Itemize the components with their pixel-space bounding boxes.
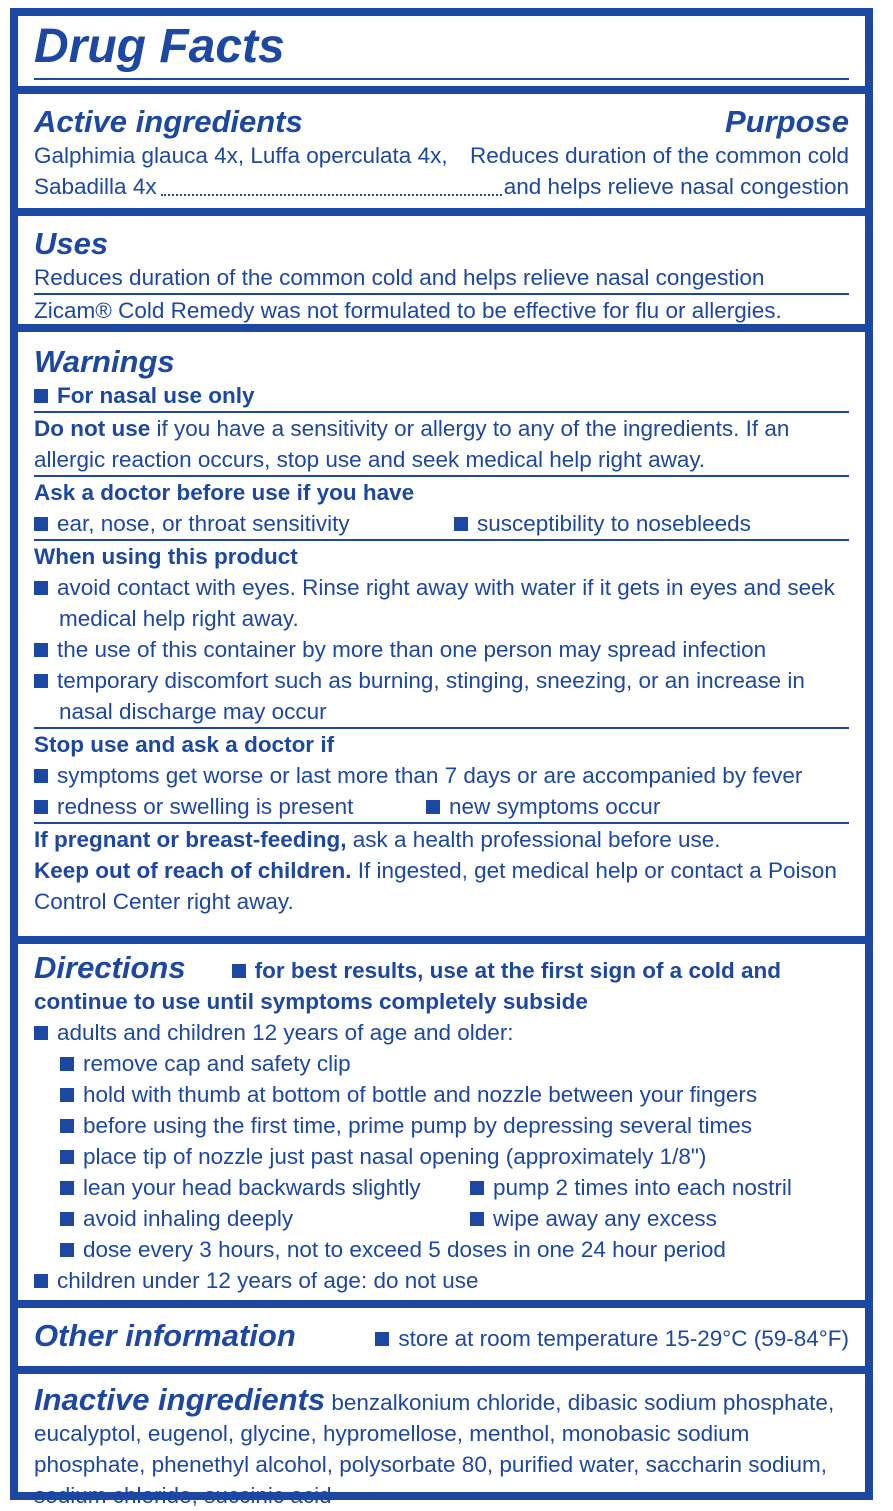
warnings-section bbox=[18, 332, 865, 944]
directions-children: children under 12 years of age: do not use bbox=[34, 1265, 849, 1296]
bullet-square-icon bbox=[34, 517, 48, 531]
purpose-heading: Purpose bbox=[724, 104, 849, 139]
leader-dots bbox=[161, 194, 502, 196]
drug-facts-title: Drug Facts bbox=[34, 20, 285, 73]
uses-line-2: Zicam® Cold Remedy was not formulated to be effective for flu or allergies. bbox=[34, 298, 782, 323]
keep-out-paragraph: Keep out of reach of children. If ingested, get medical help or contact a Poison Control Center right away. bbox=[34, 858, 837, 914]
purpose-line-2: and helps relieve nasal congestion bbox=[503, 174, 849, 199]
bullet-square-icon bbox=[454, 517, 468, 531]
directions-adults: adults and children 12 years of age and older: bbox=[34, 1017, 849, 1048]
ask-doctor-items bbox=[34, 508, 849, 539]
uses-line-1: Reduces duration of the common cold and helps relieve nasal congestion bbox=[34, 265, 765, 290]
stop-item-2: redness or swelling is present bbox=[34, 791, 426, 822]
direction-step-6-row bbox=[34, 1203, 849, 1234]
title-section bbox=[18, 16, 865, 94]
inactive-ingredients-paragraph bbox=[34, 1374, 849, 1511]
ask-item-2: susceptibility to nosebleeds bbox=[454, 508, 751, 539]
bullet-square-icon bbox=[375, 1332, 389, 1346]
bullet-square-icon bbox=[60, 1088, 74, 1102]
title-rule bbox=[34, 78, 849, 80]
when-item-3: temporary discomfort such as burning, stinging, sneezing, or an increase in nasal discharge may occur bbox=[34, 665, 849, 727]
stop-item-3: new symptoms occur bbox=[426, 791, 660, 822]
bullet-square-icon bbox=[34, 1026, 48, 1040]
bullet-square-icon bbox=[34, 800, 48, 814]
direction-step-4: place tip of nozzle just past nasal opening (approximately 1/8") bbox=[34, 1141, 849, 1172]
bullet-square-icon bbox=[60, 1119, 74, 1133]
inactive-ingredients-heading: Inactive ingredients bbox=[34, 1382, 326, 1417]
stop-item-1: symptoms get worse or last more than 7 days or are accompanied by fever bbox=[34, 760, 849, 791]
direction-step-6a: avoid inhaling deeply bbox=[60, 1203, 470, 1234]
inactive-ingredients-section bbox=[18, 1374, 865, 1511]
bullet-square-icon bbox=[34, 674, 48, 688]
direction-step-5a: lean your head backwards slightly bbox=[60, 1172, 470, 1203]
when-item-1: avoid contact with eyes. Rinse right away with water if it gets in eyes and seek medical help right away. bbox=[34, 572, 849, 634]
active-ingredients-heading: Active ingredients bbox=[34, 104, 303, 139]
stop-use-heading: Stop use and ask a doctor if bbox=[34, 732, 335, 757]
other-information-section bbox=[18, 1308, 865, 1374]
when-using-heading: When using this product bbox=[34, 544, 298, 569]
direction-step-7: dose every 3 hours, not to exceed 5 doses in one 24 hour period bbox=[34, 1234, 849, 1265]
direction-step-6b: wipe away any excess bbox=[470, 1203, 717, 1234]
do-not-use-paragraph: Do not use if you have a sensitivity or allergy to any of the ingredients. If an allergic reaction occurs, stop use and seek medical help right away. bbox=[34, 416, 790, 472]
bullet-square-icon bbox=[34, 643, 48, 657]
ask-item-1: ear, nose, or throat sensitivity bbox=[34, 508, 454, 539]
other-information-text: store at room temperature 15-29°C (59-84°F) bbox=[375, 1323, 849, 1354]
direction-step-3: before using the first time, prime pump by depressing several times bbox=[34, 1110, 849, 1141]
bullet-square-icon bbox=[60, 1212, 74, 1226]
bullet-square-icon bbox=[34, 389, 48, 403]
direction-step-5b: pump 2 times into each nostril bbox=[470, 1172, 792, 1203]
ask-doctor-heading: Ask a doctor before use if you have bbox=[34, 480, 415, 505]
when-item-2: the use of this container by more than one person may spread infection bbox=[34, 634, 849, 665]
bullet-square-icon bbox=[60, 1181, 74, 1195]
other-information-heading: Other information bbox=[34, 1318, 296, 1353]
pregnant-paragraph: If pregnant or breast-feeding, ask a health professional before use. bbox=[34, 827, 721, 852]
direction-step-2: hold with thumb at bottom of bottle and nozzle between your fingers bbox=[34, 1079, 849, 1110]
purpose-line-1: Reduces duration of the common cold bbox=[470, 143, 849, 168]
bullet-square-icon bbox=[232, 964, 246, 978]
inactive-ingredients-text: benzalkonium chloride, dibasic sodium phosphate, eucalyptol, eugenol, glycine, hypromellose, menthol, monobasic sodium phosphate, phenethyl alcohol, polysorbate 80, purified water, saccharin sodium, sodium chloride, succinic acid bbox=[34, 1390, 835, 1508]
bullet-square-icon bbox=[34, 581, 48, 595]
direction-step-1: remove cap and safety clip bbox=[34, 1048, 849, 1079]
bullet-square-icon bbox=[470, 1212, 484, 1226]
bullet-square-icon bbox=[60, 1243, 74, 1257]
directions-intro: for best results, use at the first sign of a cold and continue to use until symptoms completely subside bbox=[34, 958, 781, 1014]
directions-intro-block bbox=[34, 944, 849, 1017]
direction-step-5-row bbox=[34, 1172, 849, 1203]
bullet-square-icon bbox=[34, 1274, 48, 1288]
stop-items-row bbox=[34, 791, 849, 822]
active-ingredients-section bbox=[18, 94, 865, 216]
drug-facts-panel bbox=[10, 8, 873, 1508]
nasal-use-line: For nasal use only bbox=[34, 380, 849, 411]
bullet-square-icon bbox=[60, 1057, 74, 1071]
active-ingredient-line-2: Sabadilla 4x bbox=[34, 174, 157, 199]
directions-section bbox=[18, 944, 865, 1308]
bullet-square-icon bbox=[426, 800, 440, 814]
directions-heading: Directions bbox=[34, 950, 186, 985]
bullet-square-icon bbox=[60, 1150, 74, 1164]
bullet-square-icon bbox=[470, 1181, 484, 1195]
warnings-heading: Warnings bbox=[34, 344, 175, 379]
uses-section bbox=[18, 216, 865, 332]
bullet-square-icon bbox=[34, 769, 48, 783]
active-ingredient-line-1: Galphimia glauca 4x, Luffa operculata 4x, bbox=[34, 143, 448, 168]
uses-heading: Uses bbox=[34, 226, 109, 261]
